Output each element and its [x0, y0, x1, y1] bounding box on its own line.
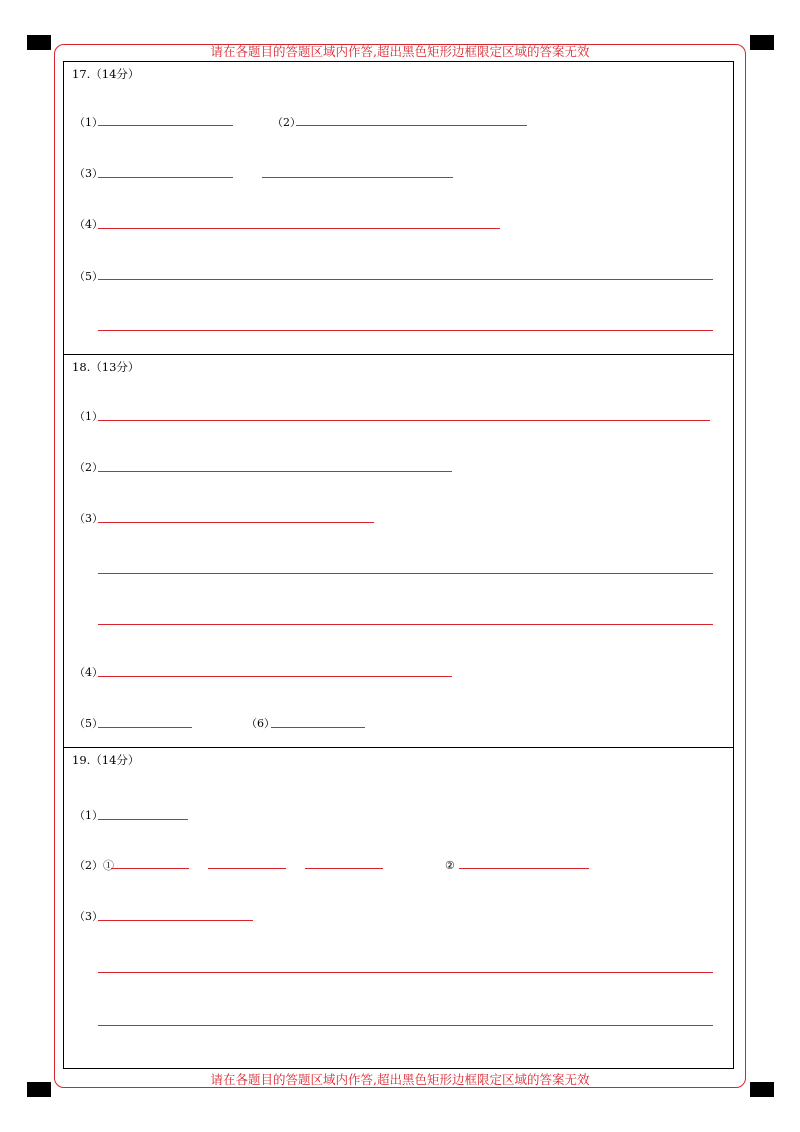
- q18-part-1-answer-line[interactable]: [98, 420, 710, 421]
- q18-part-3-answer-line-c[interactable]: [98, 624, 713, 625]
- q19-part-3-label: （3）: [74, 910, 103, 923]
- answer-area-border: [63, 61, 734, 1069]
- section-divider-18-19: [63, 747, 734, 748]
- q18-part-4-label: （4）: [74, 666, 103, 679]
- q18-part-3-answer-line-a[interactable]: [98, 522, 374, 523]
- q18-part-2-label: （2）: [74, 461, 103, 474]
- q19-part-2-2-answer-line[interactable]: [459, 868, 589, 869]
- q19-part-2-1-answer-line-b[interactable]: [208, 868, 286, 869]
- q19-part-1-label: （1）: [74, 809, 103, 822]
- q18-part-4-answer-line[interactable]: [98, 676, 452, 677]
- q19-part-1-answer-line[interactable]: [98, 819, 188, 820]
- q17-part-2-answer-line[interactable]: [296, 125, 527, 126]
- q18-part-3-label: （3）: [74, 512, 103, 525]
- q19-part-2-1-answer-line-c[interactable]: [305, 868, 383, 869]
- question-18-header: 18.（13分）: [72, 360, 140, 374]
- q19-part-2-label: （2）①: [74, 859, 114, 872]
- q18-part-6-label: （6）: [246, 717, 275, 730]
- q17-part-4-answer-line[interactable]: [98, 228, 500, 229]
- q19-part-3-answer-line-a[interactable]: [98, 920, 253, 921]
- q17-part-5-answer-line-b[interactable]: [98, 330, 713, 331]
- q17-part-3-label: （3）: [74, 167, 103, 180]
- q17-part-5-answer-line-a[interactable]: [98, 279, 713, 280]
- q17-part-3-answer-line-b[interactable]: [262, 177, 453, 178]
- q18-part-1-label: （1）: [74, 410, 103, 423]
- q19-part-2-2-label: ②: [445, 859, 455, 872]
- q17-part-3-answer-line-a[interactable]: [98, 177, 233, 178]
- q17-part-1-answer-line[interactable]: [98, 125, 233, 126]
- q18-part-3-answer-line-b[interactable]: [98, 573, 713, 574]
- notice-bottom: 请在各题目的答题区域内作答,超出黑色矩形边框限定区域的答案无效: [210, 1072, 590, 1087]
- q19-part-3-answer-line-c[interactable]: [98, 1025, 713, 1026]
- q17-part-5-label: （5）: [74, 270, 103, 283]
- q18-part-5-label: （5）: [74, 717, 103, 730]
- section-divider-17-18: [63, 354, 734, 355]
- question-19-header: 19.（14分）: [72, 753, 140, 767]
- q19-part-2-1-answer-line-a[interactable]: [111, 868, 189, 869]
- notice-top: 请在各题目的答题区域内作答,超出黑色矩形边框限定区域的答案无效: [210, 44, 590, 59]
- q18-part-2-answer-line[interactable]: [98, 471, 452, 472]
- q18-part-5-answer-line[interactable]: [98, 727, 192, 728]
- q17-part-1-label: （1）: [74, 116, 103, 129]
- q17-part-2-label: （2）: [272, 116, 301, 129]
- question-17-header: 17.（14分）: [72, 67, 140, 81]
- q19-part-3-answer-line-b[interactable]: [98, 972, 713, 973]
- q18-part-6-answer-line[interactable]: [271, 727, 365, 728]
- q17-part-4-label: （4）: [74, 218, 103, 231]
